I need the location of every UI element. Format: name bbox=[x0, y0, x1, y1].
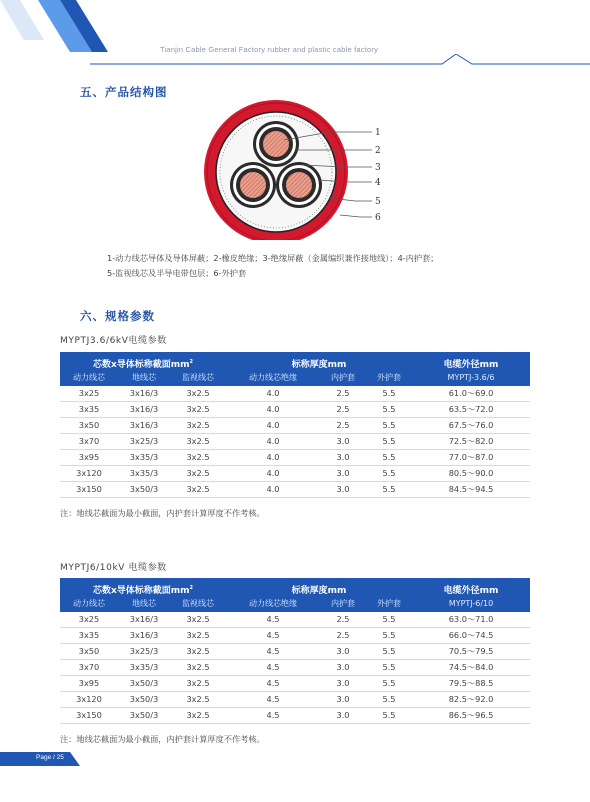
table-cell: 3x2.5 bbox=[170, 659, 226, 675]
table-2-note: 注：地线芯截面为最小截面，内护套计算厚度不作考核。 bbox=[60, 734, 265, 744]
table-cell: 3x150 bbox=[60, 481, 118, 497]
table-2-sub-header: 动力线芯绝缘 bbox=[226, 596, 320, 611]
legend-line-2: 5-监视线芯及半导电带包层；6-外护套 bbox=[107, 268, 247, 278]
table-cell: 5.5 bbox=[366, 481, 412, 497]
table-cell: 3x50/3 bbox=[118, 691, 170, 707]
table-row bbox=[60, 449, 530, 465]
table-cell: 74.5～84.0 bbox=[412, 659, 530, 675]
table-1-group-diameter: 电缆外径mm bbox=[412, 352, 530, 370]
table-2-sub-header: 监视线芯 bbox=[170, 596, 226, 611]
table-cell: 3x120 bbox=[60, 691, 118, 707]
table-cell: 4.5 bbox=[226, 659, 320, 675]
table-cell: 5.5 bbox=[366, 659, 412, 675]
structure-legend bbox=[107, 251, 439, 281]
table-row bbox=[60, 691, 530, 707]
table-cell: 3x16/3 bbox=[118, 611, 170, 627]
table-cell: 5.5 bbox=[366, 675, 412, 691]
table-cell: 3.0 bbox=[320, 691, 366, 707]
footer-bar bbox=[0, 752, 590, 766]
table-cell: 67.5～76.0 bbox=[412, 417, 530, 433]
table-row bbox=[60, 433, 530, 449]
cable-cross-section-diagram bbox=[0, 0, 590, 240]
table-cell: 3x35/3 bbox=[118, 659, 170, 675]
table-cell: 3x2.5 bbox=[170, 385, 226, 401]
table-cell: 2.5 bbox=[320, 417, 366, 433]
table-cell: 66.0～74.5 bbox=[412, 627, 530, 643]
power-core-top bbox=[253, 121, 299, 167]
table-cell: 3x50/3 bbox=[118, 707, 170, 723]
table-cell: 3x2.5 bbox=[170, 627, 226, 643]
header-factory-name: Tianjin Cable General Factory rubber and plastic cable factory bbox=[160, 45, 379, 54]
table-cell: 3x2.5 bbox=[170, 417, 226, 433]
table-2-sub-header: 动力线芯 bbox=[60, 596, 118, 611]
table-1-sub-header: 监视线芯 bbox=[170, 370, 226, 385]
table-1-group-conductor: 芯数x导体标称截面$mm^2$ bbox=[60, 352, 226, 370]
table-1-sub-header: 动力线芯绝缘 bbox=[226, 370, 320, 385]
table-row bbox=[60, 401, 530, 417]
table-cell: 4.5 bbox=[226, 643, 320, 659]
table-cell: 4.0 bbox=[226, 433, 320, 449]
table-cell: 3x35 bbox=[60, 401, 118, 417]
table-1-caption: MYPTJ3.6/6kV电缆参数 bbox=[60, 336, 167, 346]
table-cell: 3x120 bbox=[60, 465, 118, 481]
table-row bbox=[60, 417, 530, 433]
table-cell: 4.5 bbox=[226, 691, 320, 707]
table-2-group-diameter: 电缆外径mm bbox=[412, 578, 530, 596]
table-cell: 2.5 bbox=[320, 611, 366, 627]
table-cell: 4.0 bbox=[226, 465, 320, 481]
table-cell: 5.5 bbox=[366, 465, 412, 481]
table-2-group-thickness: 标称厚度mm bbox=[226, 578, 412, 596]
spec-table-6-10kv bbox=[60, 578, 530, 724]
table-2-sub-header: MYPTJ-6/10 bbox=[412, 596, 530, 611]
diagram-label-3: 3 bbox=[375, 163, 381, 173]
table-cell: 5.5 bbox=[366, 611, 412, 627]
table-cell: 4.0 bbox=[226, 417, 320, 433]
table-cell: 3x16/3 bbox=[118, 417, 170, 433]
table-cell: 3x150 bbox=[60, 707, 118, 723]
table-row bbox=[60, 627, 530, 643]
table-1-sub-header: 动力线芯 bbox=[60, 370, 118, 385]
table-cell: 5.5 bbox=[366, 449, 412, 465]
table-cell: 3x2.5 bbox=[170, 433, 226, 449]
table-cell: 4.5 bbox=[226, 627, 320, 643]
table-row bbox=[60, 481, 530, 497]
table-2-sub-header: 外护套 bbox=[366, 596, 412, 611]
table-cell: 3x16/3 bbox=[118, 627, 170, 643]
table-cell: 70.5～79.5 bbox=[412, 643, 530, 659]
table-cell: 77.0～87.0 bbox=[412, 449, 530, 465]
table-cell: 79.5～88.5 bbox=[412, 675, 530, 691]
table-cell: 5.5 bbox=[366, 401, 412, 417]
table-cell: 2.5 bbox=[320, 627, 366, 643]
table-cell: 5.5 bbox=[366, 385, 412, 401]
table-cell: 3x25 bbox=[60, 611, 118, 627]
section-title-structure: 五、产品结构图 bbox=[80, 85, 168, 99]
table-2-sub-header: 内护套 bbox=[320, 596, 366, 611]
table-cell: 3.0 bbox=[320, 481, 366, 497]
table-cell: 86.5～96.5 bbox=[412, 707, 530, 723]
table-cell: 82.5～92.0 bbox=[412, 691, 530, 707]
table-cell: 5.5 bbox=[366, 643, 412, 659]
table-cell: 3x25 bbox=[60, 385, 118, 401]
table-cell: 4.5 bbox=[226, 675, 320, 691]
table-row bbox=[60, 659, 530, 675]
table-cell: 3.0 bbox=[320, 433, 366, 449]
table-1-sub-header: 地线芯 bbox=[118, 370, 170, 385]
table-cell: 4.5 bbox=[226, 707, 320, 723]
table-cell: 3x25/3 bbox=[118, 643, 170, 659]
power-core-left bbox=[230, 162, 276, 208]
table-cell: 3x2.5 bbox=[170, 707, 226, 723]
diagram-label-5: 5 bbox=[375, 197, 381, 207]
table-cell: 3x50 bbox=[60, 643, 118, 659]
table-1-body bbox=[60, 385, 530, 497]
table-cell: 63.0～71.0 bbox=[412, 611, 530, 627]
table-cell: 3x95 bbox=[60, 449, 118, 465]
table-cell: 3x2.5 bbox=[170, 643, 226, 659]
table-cell: 5.5 bbox=[366, 417, 412, 433]
table-cell: 63.5～72.0 bbox=[412, 401, 530, 417]
table-cell: 3.0 bbox=[320, 449, 366, 465]
table-cell: 3x35 bbox=[60, 627, 118, 643]
table-cell: 4.5 bbox=[226, 611, 320, 627]
table-cell: 3x2.5 bbox=[170, 675, 226, 691]
table-cell: 3x25/3 bbox=[118, 433, 170, 449]
table-cell: 3.0 bbox=[320, 643, 366, 659]
table-cell: 3x70 bbox=[60, 433, 118, 449]
spec-table-3.6-6kv bbox=[60, 352, 530, 498]
table-cell: 3x95 bbox=[60, 675, 118, 691]
table-cell: 3x2.5 bbox=[170, 449, 226, 465]
table-row bbox=[60, 707, 530, 723]
table-cell: 80.5～90.0 bbox=[412, 465, 530, 481]
table-cell: 5.5 bbox=[366, 691, 412, 707]
diagram-label-2: 2 bbox=[375, 146, 381, 156]
table-cell: 3x16/3 bbox=[118, 385, 170, 401]
table-cell: 3.0 bbox=[320, 675, 366, 691]
table-cell: 72.5～82.0 bbox=[412, 433, 530, 449]
table-cell: 4.0 bbox=[226, 401, 320, 417]
table-cell: 4.0 bbox=[226, 449, 320, 465]
table-2-group-conductor: 芯数x导体标称截面$mm^2$ bbox=[60, 578, 226, 596]
table-1-sub-header: MYPTJ-3.6/6 bbox=[412, 370, 530, 385]
table-2-body bbox=[60, 611, 530, 723]
diagram-label-4: 4 bbox=[375, 178, 381, 188]
table-cell: 3x50/3 bbox=[118, 675, 170, 691]
table-1-note: 注：地线芯截面为最小截面，内护套计算厚度不作考核。 bbox=[60, 508, 265, 518]
table-cell: 61.0～69.0 bbox=[412, 385, 530, 401]
table-1-group-thickness: 标称厚度mm bbox=[226, 352, 412, 370]
legend-line-1: 1-动力线芯导体及导体屏蔽；2-橡皮绝缘；3-绝缘屏蔽（金属编织兼作接地线）；4-内护套； bbox=[107, 253, 439, 263]
table-cell: 2.5 bbox=[320, 401, 366, 417]
table-cell: 3.0 bbox=[320, 465, 366, 481]
table-cell: 3x2.5 bbox=[170, 611, 226, 627]
table-row bbox=[60, 675, 530, 691]
table-2-caption: MYPTJ6/10kV 电缆参数 bbox=[60, 563, 167, 573]
table-cell: 5.5 bbox=[366, 627, 412, 643]
section-title-specs: 六、规格参数 bbox=[80, 309, 155, 323]
table-row bbox=[60, 643, 530, 659]
table-2-sub-header: 地线芯 bbox=[118, 596, 170, 611]
table-cell: 3.0 bbox=[320, 707, 366, 723]
table-cell: 3x35/3 bbox=[118, 449, 170, 465]
page-number: Page / 25 bbox=[36, 754, 64, 761]
diagram-label-1: 1 bbox=[375, 128, 381, 138]
table-cell: 3x2.5 bbox=[170, 465, 226, 481]
table-cell: 3x16/3 bbox=[118, 401, 170, 417]
table-1-sub-header: 外护套 bbox=[366, 370, 412, 385]
table-cell: 3x70 bbox=[60, 659, 118, 675]
table-cell: 3x2.5 bbox=[170, 691, 226, 707]
table-cell: 3.0 bbox=[320, 659, 366, 675]
table-row bbox=[60, 611, 530, 627]
power-core-right bbox=[276, 162, 322, 208]
table-row bbox=[60, 385, 530, 401]
table-cell: 2.5 bbox=[320, 385, 366, 401]
table-cell: 5.5 bbox=[366, 433, 412, 449]
table-cell: 3x50 bbox=[60, 417, 118, 433]
table-cell: 3x2.5 bbox=[170, 481, 226, 497]
table-row bbox=[60, 465, 530, 481]
table-cell: 3x2.5 bbox=[170, 401, 226, 417]
table-cell: 4.0 bbox=[226, 385, 320, 401]
table-cell: 3x35/3 bbox=[118, 465, 170, 481]
table-cell: 4.0 bbox=[226, 481, 320, 497]
table-cell: 5.5 bbox=[366, 707, 412, 723]
table-1-sub-header: 内护套 bbox=[320, 370, 366, 385]
diagram-label-6: 6 bbox=[375, 213, 381, 223]
table-cell: 3x50/3 bbox=[118, 481, 170, 497]
table-cell: 84.5～94.5 bbox=[412, 481, 530, 497]
